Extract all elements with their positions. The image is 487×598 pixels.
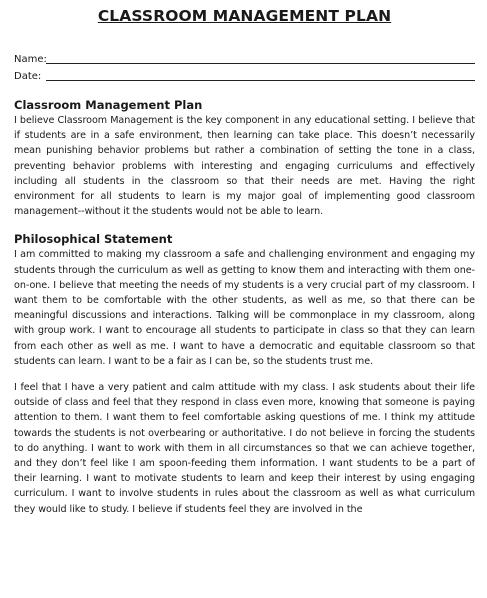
name-line[interactable]: [46, 53, 475, 64]
date-field[interactable]: [14, 70, 475, 83]
section-heading-classroom-management-plan: Classroom Management Plan: [14, 98, 203, 112]
section-paragraph: I feel that I have a very patient and calm attitude with my class. I ask students about their life outside of class and feel that they respond in class even more, knowing that someone is paying attention to them. I want them to feel comfortable asking questions of me. I think my attitude towards the students is not overbearing or authoritative. I do not believe in forcing the students to do anything. I want to work with them in all circumstances so that we can achieve together, and they don’t feel like I am spoon-feeding them information. I want students to be a part of their learning. I want to motivate students to learn and keep their interest by using engaging curriculum. I want to involve students in rules about the classroom as well as what curriculum they would like to study. I believe if students feel they are involved in the: [14, 382, 475, 515]
date-line[interactable]: [46, 70, 475, 81]
section-paragraph: I believe Classroom Management is the key component in any educational setting. I believe that if students are in a safe environment, then learning can take place. This doesn’t necessarily mean punishing behavior problems but rather a combination of setting the tone in a class, preventing behavior problems with interesting and engaging curriculums and effectively including all students in the classroom so that their needs are met. Having the right environment for all students to learn is my major goal of implementing good classroom management--without it the students would not be able to learn.: [14, 115, 475, 218]
name-label: Name:: [14, 54, 47, 65]
section-paragraph: I am committed to making my classroom a safe and challenging environment and engaging my students through the curriculum as well as getting to know them and interacting with them one-on-one. I believe that meeting the needs of my students is a very crucial part of my classroom. I want them to be comfortable with the other students, as well as me, so that there can be meaningful discussions and interactions. Talking will be commonplace in my classroom, along with group work. I want to encourage all students to participate in class so that they can learn from each other as well as me. I want to have a democratic and equitable classroom so that students can learn. I want to be a fair as I can be, so the students trust me.: [14, 249, 475, 367]
name-field[interactable]: [14, 53, 475, 66]
date-label: Date:: [14, 71, 42, 82]
section-heading-philosophical-statement: Philosophical Statement: [14, 232, 173, 247]
page-title: CLASSROOM MANAGEMENT PLAN: [97, 7, 392, 25]
